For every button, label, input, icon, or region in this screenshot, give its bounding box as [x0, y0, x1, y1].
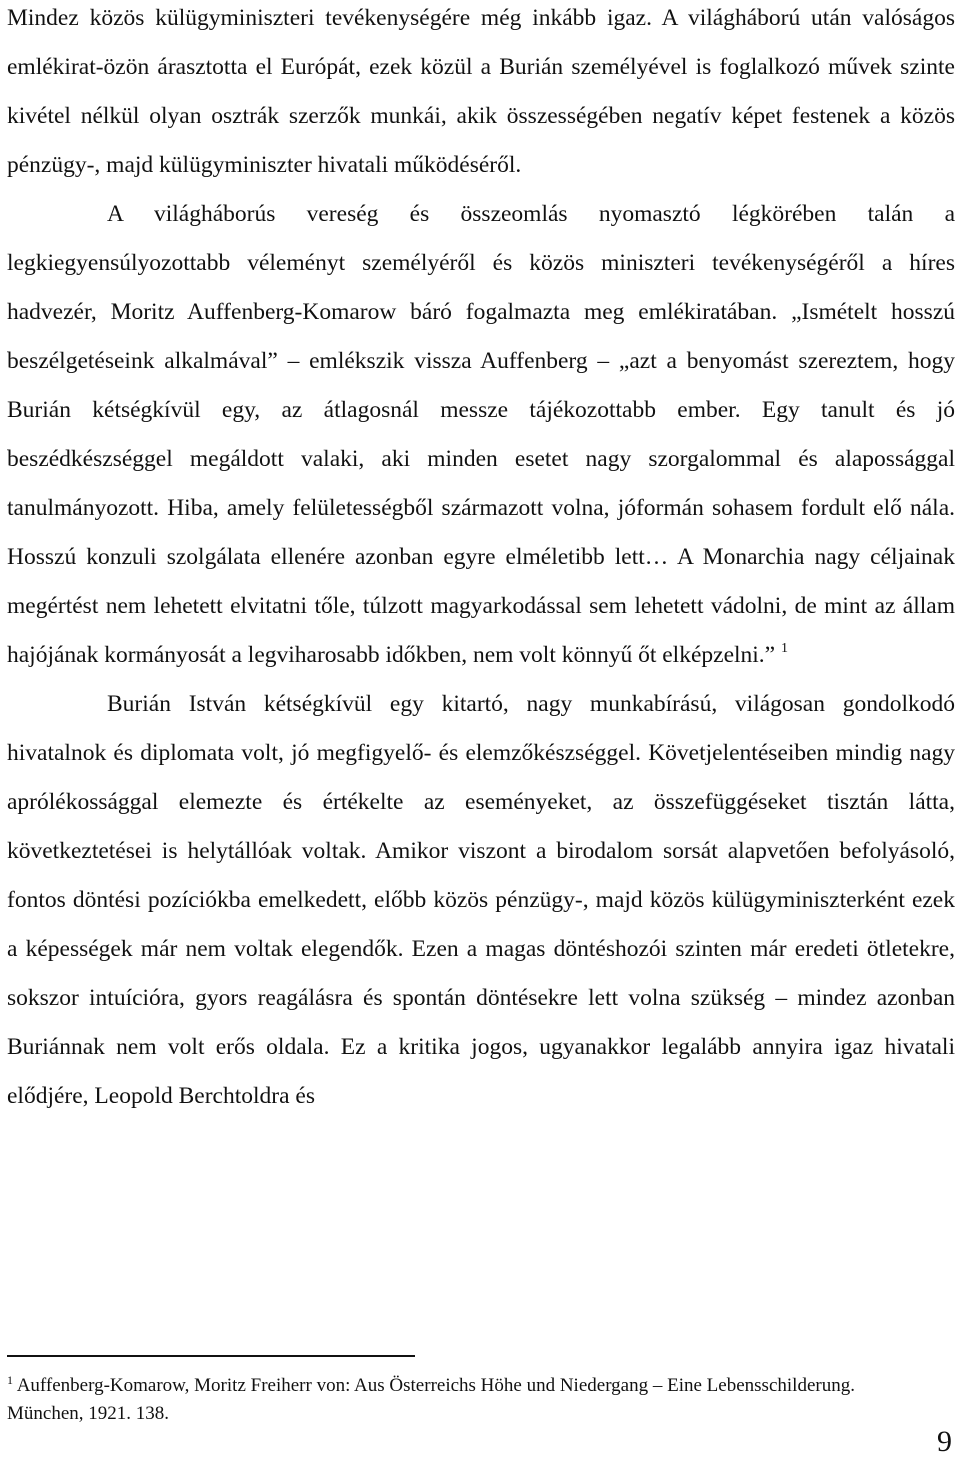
footnote-text: Auffenberg-Komarow, Moritz Freiherr von: Aus Österreichs Höhe und Niedergang – Eine Lebensschilderung. München, 1921. 138.	[7, 1375, 855, 1424]
paragraph-1-text: Mindez közös külügyminiszteri tevékenységére még inkább igaz. A világháború után valóságos emlékirat-özön árasztotta el Európát, ezek közül a Burián személyével is foglalkozó művek szinte kivétel nélkül olyan osztrák szerzők munkái, akik összességében negatív képet festenek a közös pénzügy-, majd külügyminiszter hivatali működéséről.	[7, 5, 955, 178]
paragraph-2	[7, 190, 955, 680]
page-number: 9	[937, 1425, 952, 1458]
paragraph-3-text: Burián István kétségkívül egy kitartó, nagy munkabírású, világosan gondolkodó hivatalnok és diplomata volt, jó megfigyelő- és elemzőkészséggel. Követjelentéseiben mindig nagy aprólékossággal elemezte és értékelte az eseményeket, az összefüggéseket tisztán látta, következtetései is helytállóak voltak. Amikor viszont a birodalom sorsát alapvetően befolyásoló, fontos döntési pozíciókba emelkedett, előbb közös pénzügy-, majd közös külügyminiszterként ezek a képességek már nem voltak elegendők. Ezen a magas döntéshozói szinten már eredeti ötletekre, sokszor intuícióra, gyors reagálásra és spontán döntésekre lett volna szükség – mindez azonban Buriánnak nem volt erős oldala. Ez a kritika jogos, ugyanakkor legalább annyira igaz hivatali elődjére, Leopold Berchtoldra és	[7, 691, 955, 1109]
footnote	[7, 1372, 907, 1428]
paragraph-1	[7, 0, 955, 190]
footnote-number: 1	[7, 1373, 13, 1387]
footnote-reference[interactable]: 1	[781, 641, 788, 656]
footnote-separator	[7, 1355, 415, 1357]
paragraph-3	[7, 680, 955, 1121]
document-body	[7, 0, 955, 1121]
paragraph-2-text: A világháborús vereség és összeomlás nyomasztó légkörében talán a legkiegyensúlyozottabb véleményt személyéről és közös miniszteri tevékenységéről a híres hadvezér, Moritz Auffenberg-Komarow báró fogalmazta meg emlékiratában. „Ismételt hosszú beszélgetéseink alkalmával” – emlékszik vissza Auffenberg – „azt a benyomást szereztem, hogy Burián kétségkívül egy, az átlagosnál messze tájékozottabb ember. Egy tanult és jó beszédkészséggel megáldott valaki, aki minden esetet nagy szorgalommal és alapossággal tanulmányozott. Hiba, amely felületességből származott volna, jóformán sohasem fordult elő nála. Hosszú konzuli szolgálata ellenére azonban egyre elméletibb lett… A Monarchia nagy céljainak megértést nem lehetett elvitatni tőle, túlzott magyarkodással sem lehetett vádolni, de mint az állam hajójának kormányosát a legviharosabb időkben, nem volt könnyű őt elképzelni.”	[7, 201, 955, 668]
